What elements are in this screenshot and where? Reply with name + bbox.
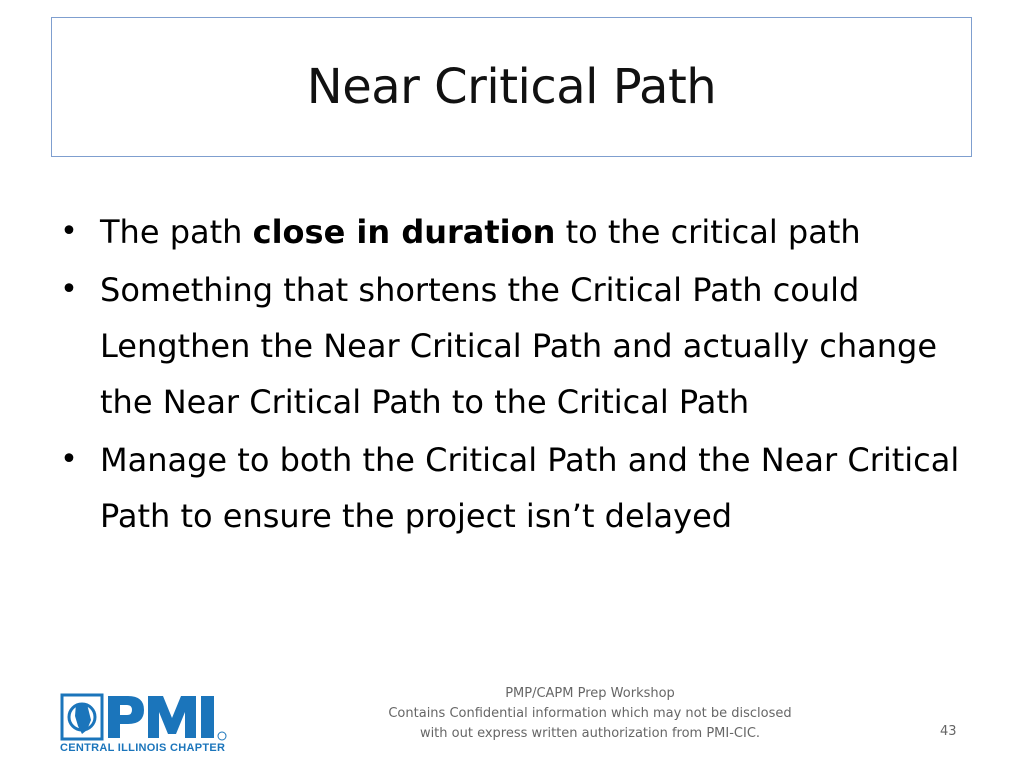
logo-caption: CENTRAL ILLINOIS CHAPTER: [60, 742, 226, 754]
bullet-list: [57, 204, 977, 546]
footer-line-2: Contains Confidential information which may not be disclosed: [388, 706, 792, 721]
bullet-item-3: [57, 432, 977, 544]
bullet-text-bold: close in duration: [252, 213, 556, 251]
pmi-chapter-logo: [60, 692, 240, 758]
title-box: [51, 17, 972, 157]
footer: [340, 684, 840, 744]
bullet-text: Manage to both the Critical Path and the Near Critical Path to ensure the project isn’t delayed: [100, 441, 960, 535]
bullet-marker: •: [60, 214, 78, 249]
bullet-marker: •: [60, 442, 78, 477]
bullet-item-2: [57, 262, 977, 430]
footer-line-3: with out express written authorization from PMI-CIC.: [419, 726, 761, 741]
bullet-text-pre: The path: [100, 213, 253, 251]
slide-title: Near Critical Path: [306, 59, 717, 115]
bullet-text: Something that shortens the Critical Path could Lengthen the Near Critical Path and actually change the Near Critical Path to the Critical Path: [100, 271, 937, 421]
bullet-text-post: to the critical path: [555, 213, 861, 251]
pmi-logo-mark-icon: [60, 692, 240, 742]
footer-line-1: PMP/CAPM Prep Workshop: [505, 686, 675, 701]
page-number: 43: [940, 724, 957, 739]
bullet-item-1: [57, 204, 977, 260]
bullet-marker: •: [60, 272, 78, 307]
